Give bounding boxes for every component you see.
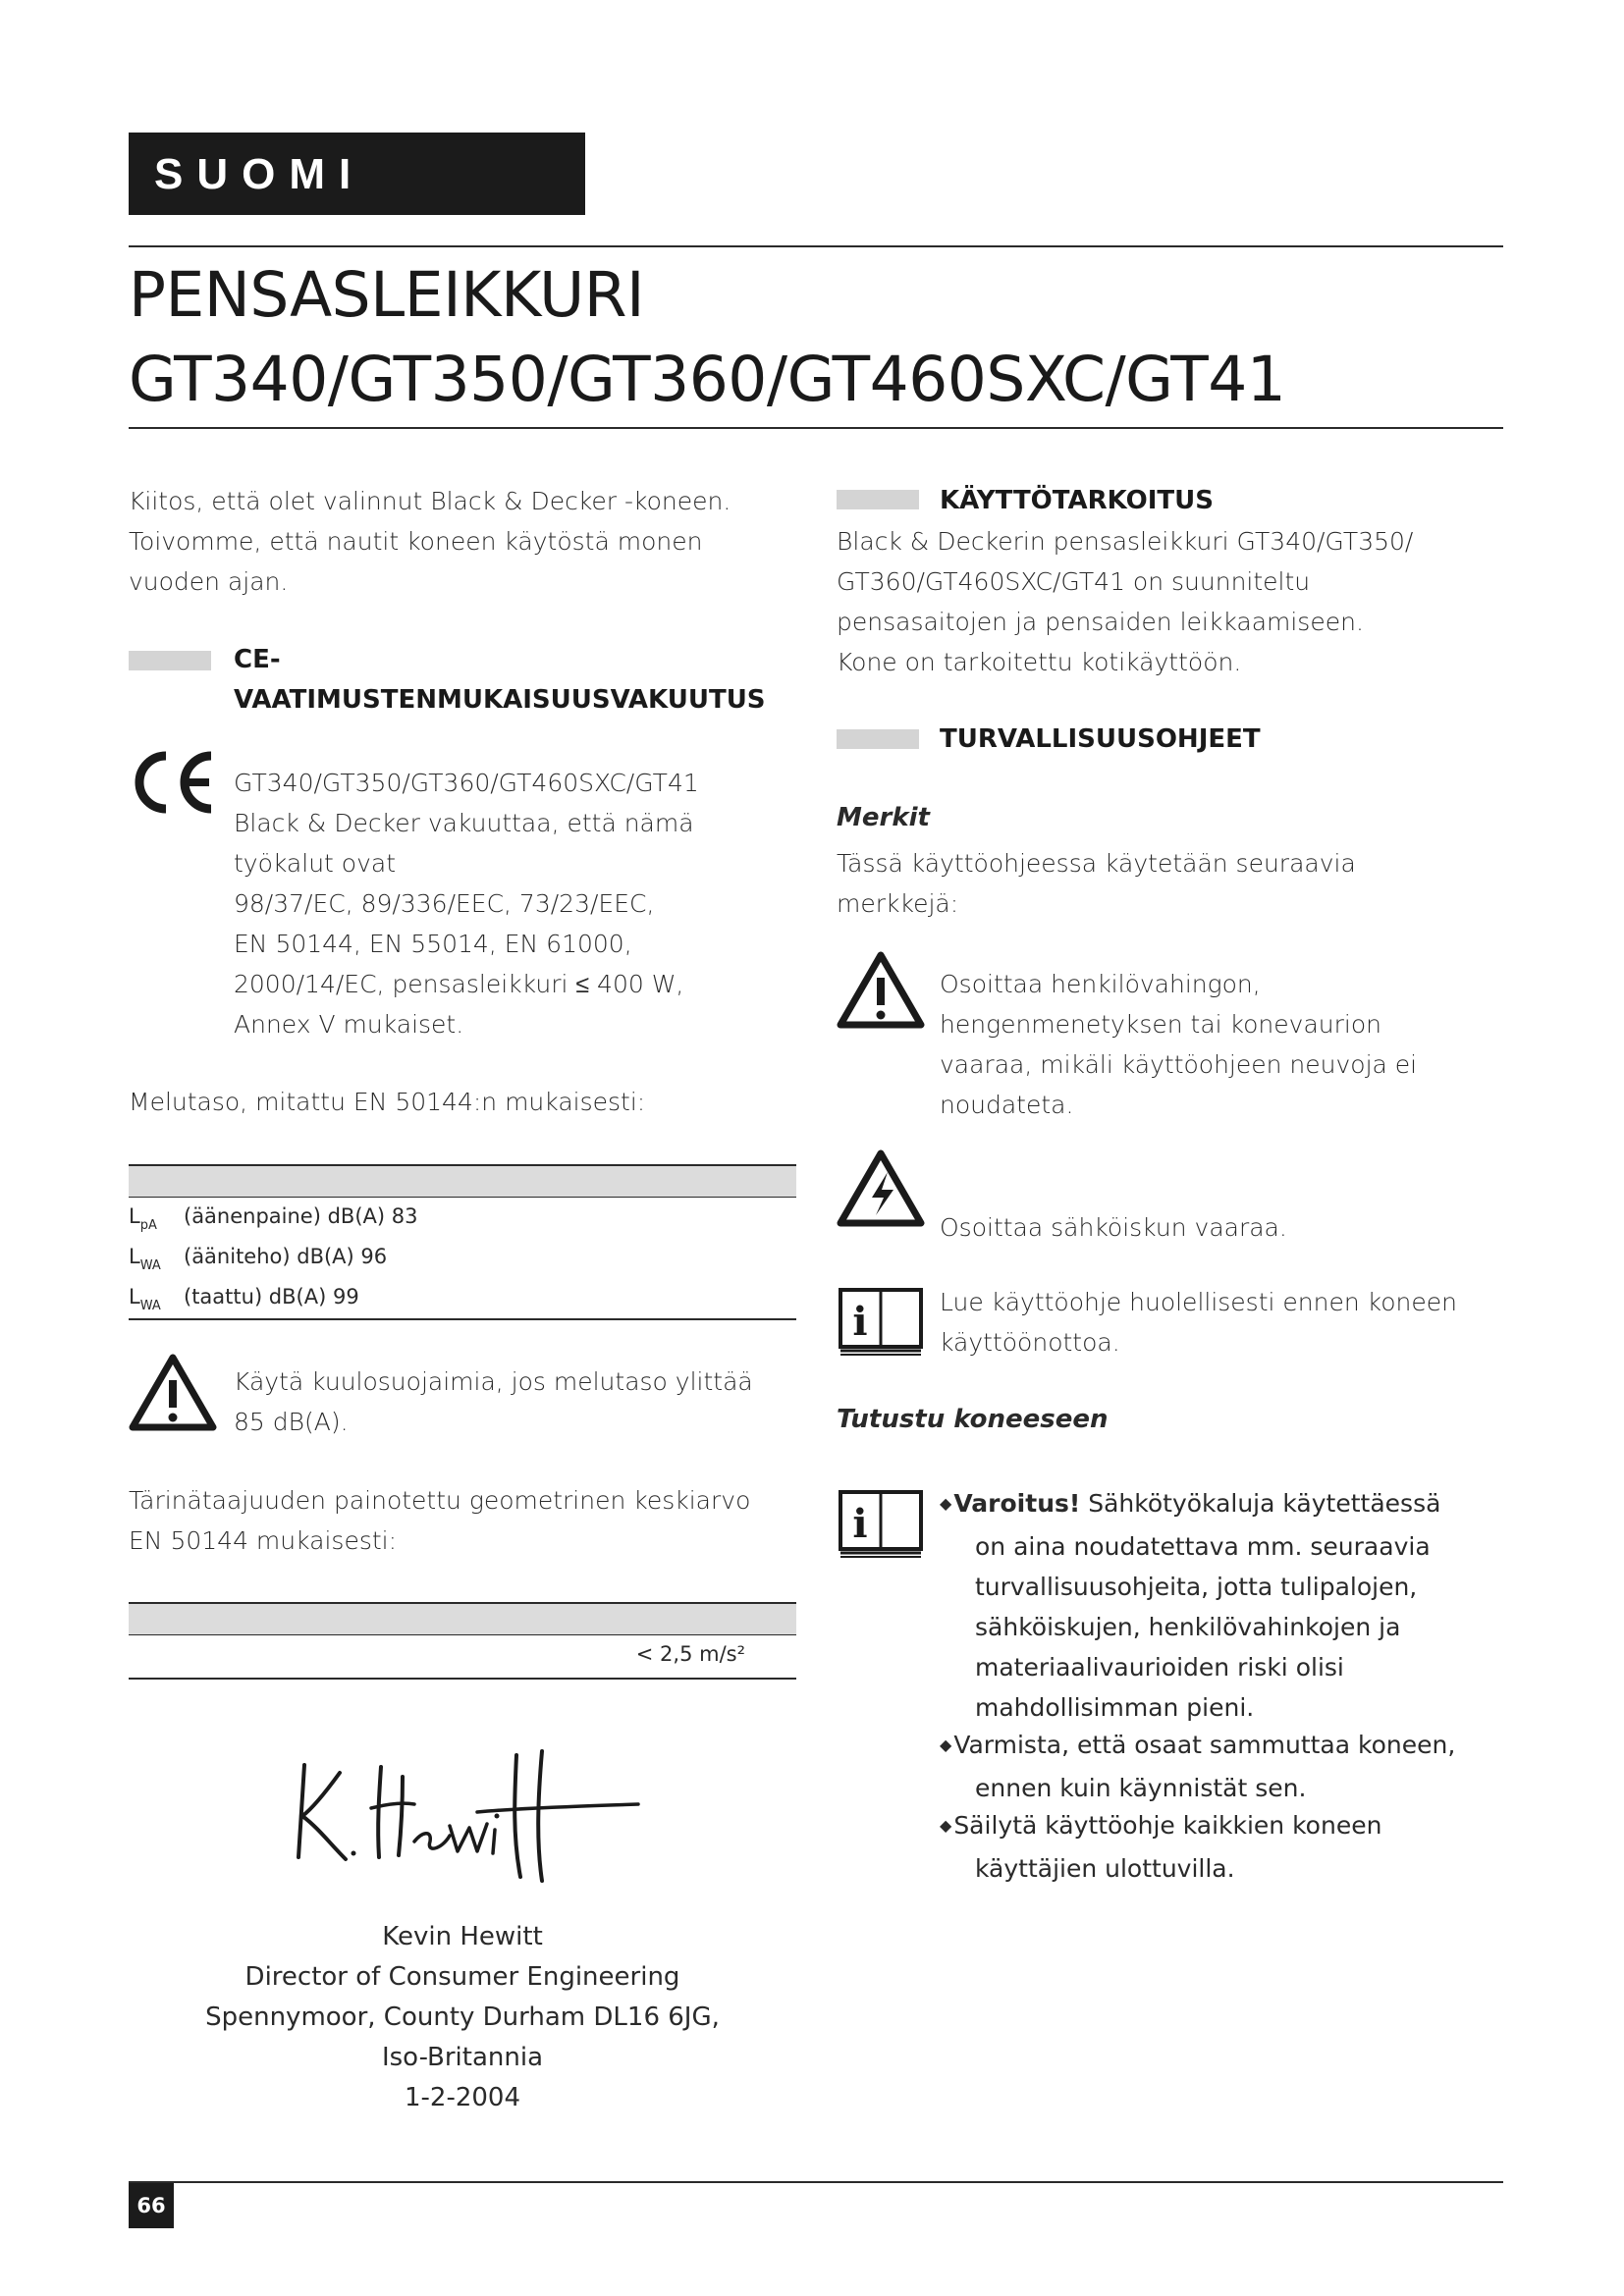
description-line: Osoittaa henkilövahingon, [940, 970, 1261, 998]
read-manual-icon [837, 1286, 925, 1357]
bullet-line: ennen kuin käynnistät sen. [975, 1774, 1307, 1802]
ce-line: Annex V mukaiset. [234, 1010, 464, 1039]
noise-symbol: L [129, 1204, 140, 1228]
ce-mark-icon [129, 752, 217, 813]
ce-heading-line-2: VAATIMUSTENMUKAISUUSVAKUUTUS [234, 685, 766, 715]
intro-line: Kiitos, että olet valinnut Black & Decker -koneen. [129, 487, 731, 515]
signer-block [129, 1917, 796, 2118]
noise-row-lpa [129, 1204, 418, 1233]
noise-symbol-sub: WA [139, 1258, 161, 1273]
title-line-2: GT340/GT350/GT360/GT460SXC/GT41 [129, 344, 1286, 415]
noise-value: (ääniteho) dB(A) 96 [184, 1245, 388, 1268]
ce-line: 2000/14/EC, pensasleikkuri ≤ 400 W, [234, 970, 684, 998]
noise-table-bottom-rule [129, 1318, 796, 1320]
title-top-rule [129, 245, 1503, 247]
ce-line: EN 50144, EN 55014, EN 61000, [234, 930, 632, 958]
bullet-line: materiaalivaurioiden riski olisi [975, 1653, 1344, 1682]
electric-shock-icon [837, 1148, 925, 1227]
page-title [129, 253, 1503, 422]
usage-paragraph [837, 521, 1504, 682]
section-marker [129, 651, 211, 670]
description-line: noudateta. [940, 1091, 1074, 1119]
noise-table-header-rule [129, 1197, 796, 1198]
noise-value: (taattu) dB(A) 99 [184, 1285, 359, 1308]
vibration-value: < 2,5 m/s² [635, 1642, 745, 1666]
bullet-line: on aina noudatettava mm. seuraavia [975, 1532, 1431, 1561]
safety-heading: TURVALLISUUSOHJEET [940, 724, 1261, 754]
signer-name: Kevin Hewitt [382, 1922, 543, 1951]
vibration-table-header [129, 1604, 796, 1634]
vibration-intro [129, 1480, 836, 1561]
vibration-line: Tärinätaajuuden painotettu geometrinen keskiarvo [129, 1486, 751, 1515]
description-line: hengenmenetyksen tai konevaurion [940, 1010, 1381, 1039]
warning-line: 85 dB(A). [234, 1408, 349, 1436]
vibration-table-top-rule [129, 1602, 796, 1604]
electric-symbol-description: Osoittaa sähköiskun vaaraa. [940, 1213, 1287, 1242]
manual-icon-letter: i [852, 1299, 868, 1345]
noise-intro: Melutaso, mitattu EN 50144:n mukaisesti: [129, 1088, 646, 1116]
bullet-warning [940, 1483, 1509, 1728]
signer-country: Iso-Britannia [381, 2043, 544, 2072]
intro-paragraph [129, 481, 816, 602]
usage-line: pensasaitojen ja pensaiden leikkaamiseen. [837, 608, 1364, 636]
hearing-protection-warning [234, 1362, 823, 1442]
noise-table-header [129, 1166, 796, 1197]
bullet-icon: ◆ [940, 1494, 952, 1513]
ce-line: työkalut ovat [234, 849, 397, 878]
bullet-line: mahdollisimman pieni. [975, 1693, 1255, 1722]
section-marker [837, 729, 919, 749]
bullet-line: käyttäjien ulottuvilla. [975, 1854, 1235, 1883]
section-marker [837, 490, 919, 509]
bullet-line: Sähkötyökaluja käytettäessä [1080, 1489, 1441, 1518]
bullet-line: turvallisuusohjeita, jotta tulipalojen, [975, 1573, 1418, 1601]
symbols-intro-line: Tässä käyttöohjeessa käytetään seuraavia [837, 849, 1356, 878]
manual-icon-letter: i [852, 1501, 868, 1547]
bullet-line: sähköiskujen, henkilövahinkojen ja [975, 1613, 1401, 1641]
noise-row-lwa-guaranteed [129, 1285, 359, 1313]
language-label: SUOMI [154, 150, 365, 198]
bullet-icon: ◆ [940, 1816, 952, 1835]
manual-symbol-description [940, 1282, 1509, 1362]
noise-symbol: L [129, 1285, 140, 1308]
bullet-line: Varmista, että osaat sammuttaa koneen, [953, 1731, 1456, 1759]
bullet-bold-label: Varoitus! [953, 1489, 1081, 1518]
warning-symbol-description [940, 964, 1509, 1125]
noise-row-lwa [129, 1245, 388, 1273]
symbols-heading: Merkit [837, 803, 930, 832]
warning-triangle-icon [837, 950, 925, 1029]
noise-value: (äänenpaine) dB(A) 83 [184, 1204, 418, 1228]
title-bottom-rule [129, 427, 1503, 429]
vibration-table-header-rule [129, 1634, 796, 1635]
signer-role: Director of Consumer Engineering [244, 1962, 680, 1992]
page-number: 66 [129, 2183, 174, 2228]
description-line: käyttöönottoa. [940, 1328, 1120, 1357]
read-manual-icon [837, 1488, 925, 1559]
title-line-1: PENSASLEIKKURI [129, 259, 645, 331]
vibration-line: EN 50144 mukaisesti: [129, 1526, 398, 1555]
warning-line: Käytä kuulosuojaimia, jos melutaso ylittää [234, 1367, 753, 1396]
familiarize-heading: Tutustu koneeseen [837, 1405, 1109, 1434]
usage-line: Black & Deckerin pensasleikkuri GT340/GT350/ [837, 527, 1414, 556]
ce-line: 98/37/EC, 89/336/EEC, 73/23/EEC, [234, 889, 655, 918]
noise-symbol: L [129, 1245, 140, 1268]
footer-rule [129, 2181, 1503, 2183]
ce-declaration [234, 763, 823, 1044]
vibration-table-bottom-rule [129, 1678, 796, 1680]
bullet-keep-manual [940, 1805, 1529, 1889]
ce-section-heading [234, 640, 766, 721]
ce-line: Black & Decker vakuuttaa, että nämä [234, 809, 694, 837]
ce-heading-line-1: CE- [234, 645, 281, 674]
warning-triangle-icon [129, 1353, 217, 1431]
symbols-intro [837, 843, 1504, 924]
signer-address: Spennymoor, County Durham DL16 6JG, [205, 2002, 720, 2032]
usage-heading: KÄYTTÖTARKOITUS [940, 486, 1214, 515]
noise-table-top-rule [129, 1164, 796, 1166]
description-line: Lue käyttöohje huolellisesti ennen koneen [940, 1288, 1457, 1316]
bullet-line: Säilytä käyttöohje kaikkien koneen [953, 1811, 1382, 1840]
noise-symbol-sub: pA [139, 1218, 157, 1233]
signer-date: 1-2-2004 [404, 2083, 520, 2112]
language-banner [129, 133, 585, 215]
usage-line: Kone on tarkoitettu kotikäyttöön. [837, 648, 1242, 676]
noise-symbol-sub: WA [139, 1299, 161, 1313]
usage-line: GT360/GT460SXC/GT41 on suunniteltu [837, 567, 1311, 596]
intro-line: Toivomme, että nautit koneen käytöstä monen [129, 527, 703, 556]
signature-image [285, 1747, 648, 1885]
intro-line: vuoden ajan. [129, 567, 289, 596]
description-line: vaaraa, mikäli käyttöohjeen neuvoja ei [940, 1050, 1418, 1079]
bullet-switch-off [940, 1725, 1529, 1808]
bullet-icon: ◆ [940, 1735, 952, 1754]
symbols-intro-line: merkkejä: [837, 889, 959, 918]
ce-line: GT340/GT350/GT360/GT460SXC/GT41 [234, 769, 699, 797]
